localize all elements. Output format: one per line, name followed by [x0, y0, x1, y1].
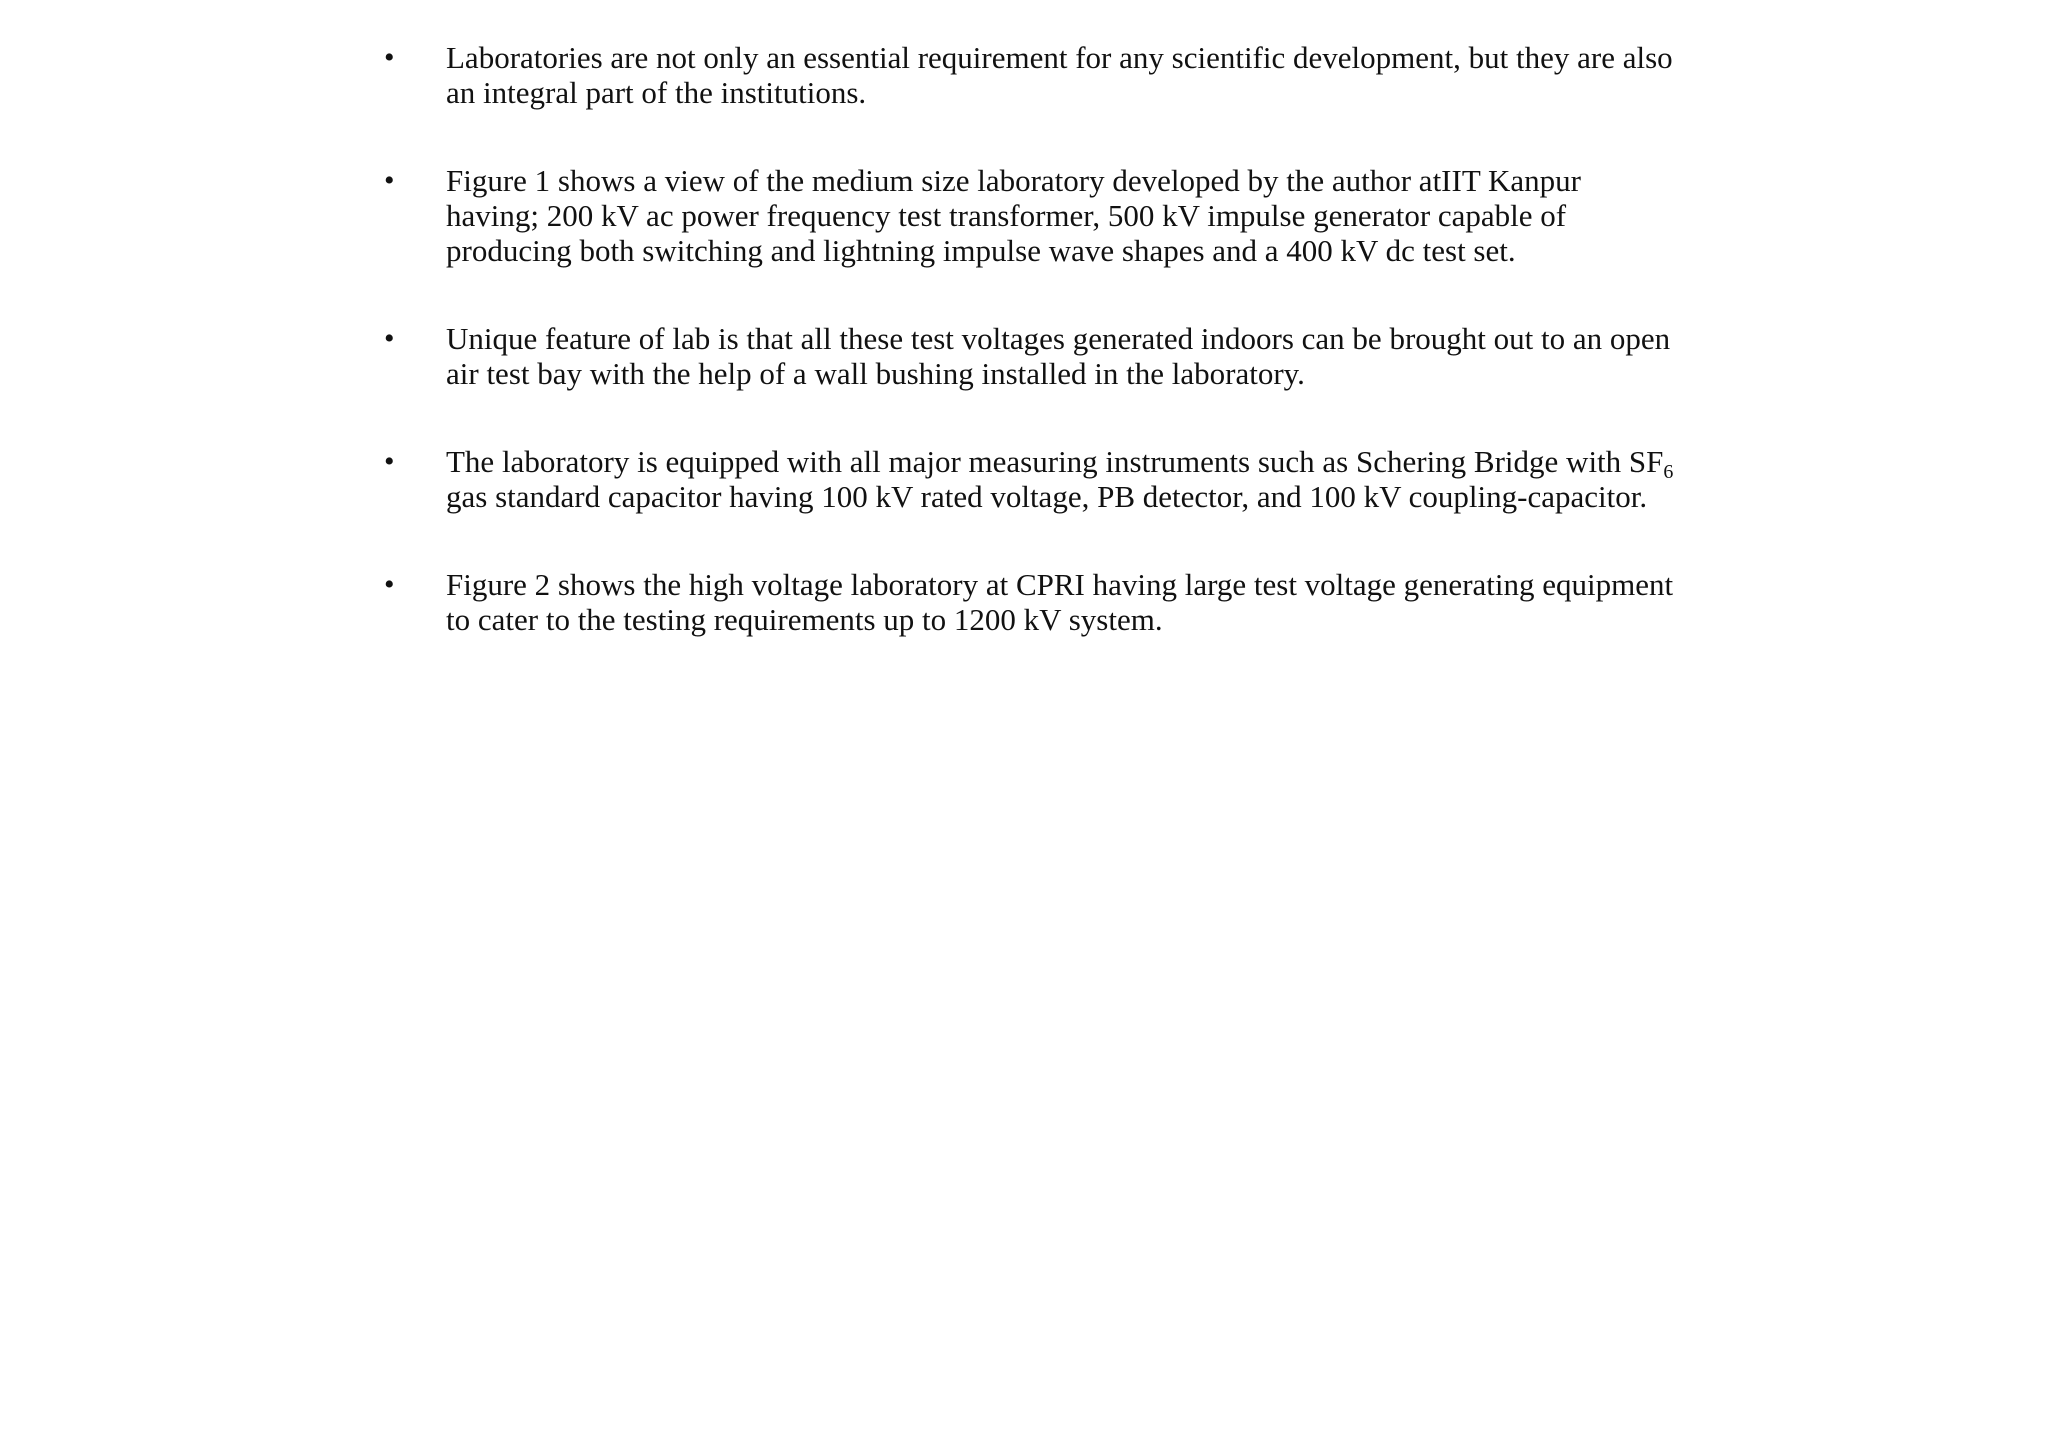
bullet-text: Unique feature of lab is that all these test voltages generated indoors can be brought out to an open air test bay with the help of a wall bushing installed in the laboratory. — [446, 321, 1671, 391]
bullet-icon: • — [384, 568, 395, 601]
bullet-icon: • — [384, 322, 395, 355]
bullet-text: Figure 1 shows a view of the medium size laboratory developed by the author atIIT Kanpur having; 200 kV ac power frequency test transformer, 500 kV impulse generator capable of producing both switching and lightning impulse wave shapes and a 400 kV dc test set. — [446, 163, 1581, 268]
bullet-icon: • — [384, 445, 395, 478]
subscript-text: 6 — [1663, 461, 1674, 483]
bullet-item-figure-2 — [384, 567, 1674, 637]
bullet-list — [384, 40, 1674, 690]
bullet-item-measuring-instruments — [384, 444, 1674, 514]
bullet-text — [446, 444, 1674, 514]
bullet-text-part: gas standard capacitor having 100 kV rated voltage, PB detector, and 100 kV coupling-capacitor. — [446, 479, 1648, 514]
bullet-text-part: The laboratory is equipped with all major measuring instruments such as Schering Bridge with SF — [446, 444, 1664, 479]
bullet-icon: • — [384, 164, 395, 197]
bullet-item-unique-feature — [384, 321, 1674, 391]
bullet-item-figure-1 — [384, 163, 1674, 268]
bullet-text: Figure 2 shows the high voltage laboratory at CPRI having large test voltage generating equipment to cater to the testing requirements up to 1200 kV system. — [446, 567, 1674, 637]
bullet-text: Laboratories are not only an essential requirement for any scientific development, but they are also an integral part of the institutions. — [446, 40, 1673, 110]
bullet-item-laboratories — [384, 40, 1674, 110]
bullet-icon: • — [384, 41, 395, 74]
